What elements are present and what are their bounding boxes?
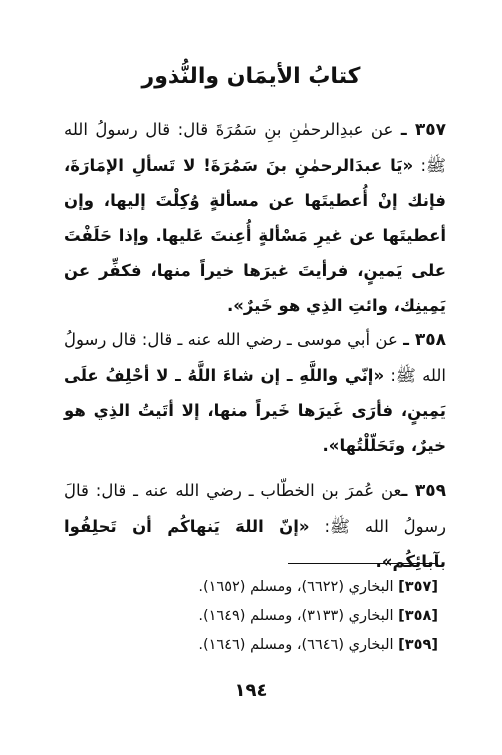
footnote [58,602,438,631]
footnote-ref: [٣٥٩] [398,637,438,653]
hadith-358 [64,322,446,463]
hadith-357 [64,112,446,323]
hadith-intro: عن أبي موسى ـ رضي الله عنه ـ قال: قال رسولُ الله ﷺ: [64,330,447,385]
chapter-title: كتابُ الأيمَان والنُّذور [141,64,361,89]
hadith-intro: عن عُمرَ بن الخطّاب ـ رضي الله عنه ـ قال: قالَ رسولُ الله ﷺ: [64,481,446,536]
hadith-text: «إنّ اللهَ يَنهاكُم أن تَحلِفُوا بآبائِكُم». [64,517,446,571]
hadith-number: ٣٥٨ ـ [403,330,446,350]
footnote-ref: [٣٥٨] [398,608,438,624]
footnote [58,573,438,602]
hadith-number: ٣٥٧ ـ [400,120,446,140]
footnote-text: البخاري (٦٦٤٦)، ومسلم (١٦٤٦). [198,637,399,653]
footnote-ref: [٣٥٧] [398,579,438,595]
page-number: ١٩٤ [234,680,268,701]
hadith-text: «إنّي واللَّهِ ـ إن شاءَ اللَّهُ ـ لا أحْلِفُ علَى يَمِينٍ، فأرَى غَيرَها خَيراً منها، إلا أتَيتُ الذِي هو خيرٌ، وتَحَلّلْتُها». [64,366,446,455]
footnote-text: البخاري (٣١٣٣)، ومسلم (١٦٤٩). [198,608,399,624]
hadith-intro: عن عبدِالرحمٰنِ بنِ سَمُرَةَ قال: قال رسولُ الله ﷺ: [64,120,446,175]
hadith-number: ٣٥٩ ـ [401,481,447,501]
footnotes [58,573,438,660]
footnote-text: البخاري (٦٦٢٢)، ومسلم (١٦٥٢). [198,579,399,595]
footnote-separator [288,563,438,564]
hadith-text: «يَا عبدَالرحمٰنِ بنَ سَمُرَةَ! لا تَسألِ الإمَارَةَ، فإنك إنْ أُعطيتَها عن مسألةٍ وُكِلْتَ إليها، وإن أعطيتَها عن غيرِ مَسْألةٍ أُعِنتَ عَليها. وإذا حَلَفْتَ على يَمينٍ، فرأيتَ غيرَها خيراً منها، فكفِّر عن يَمِينِك، وائتِ الذِي هو خَيرٌ». [64,156,446,315]
footnote [58,631,438,660]
